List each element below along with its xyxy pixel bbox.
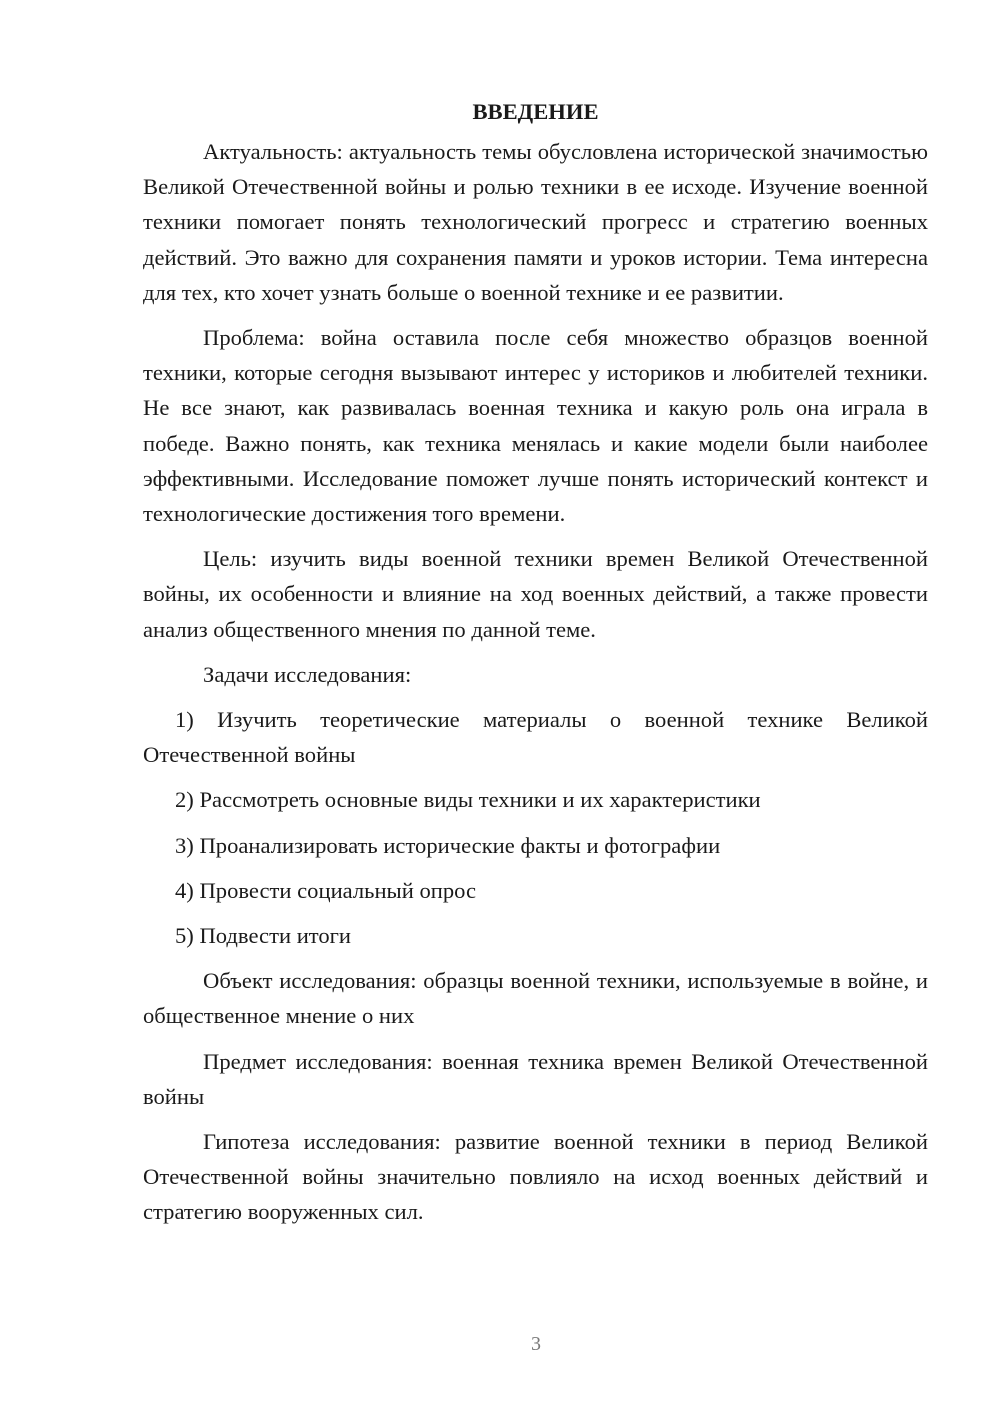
page-content <box>143 96 928 1240</box>
hypothesis-paragraph: Гипотеза исследования: развитие военной техники в период Великой Отечественной войны значительно повлияло на исход военных действий и стратегию вооруженных сил. <box>143 1129 928 1225</box>
page-title: ВВЕДЕНИЕ <box>472 99 599 124</box>
task-item: 1) Изучить теоретические материалы о военной технике Великой Отечественной войны <box>143 707 928 768</box>
tasks-title: Задачи исследования: <box>203 661 412 687</box>
page-number: 3 <box>531 1333 541 1355</box>
relevance-paragraph: Актуальность: актуальность темы обусловлена исторической значимостью Великой Отечественной войны и ролью техники в ее исходе. Изучение военной техники помогает понять технологический прогресс и стратегию военных действий. Это важно для сохранения памяти и уроков истории. Тема интересна для тех, кто хочет узнать больше о военной технике и ее развитии. <box>143 139 928 305</box>
goal-paragraph: Цель: изучить виды военной техники времен Великой Отечественной войны, их особенности и влияние на ход военных действий, а также провести анализ общественного мнения по данной теме. <box>143 546 928 642</box>
task-item: 2) Рассмотреть основные виды техники и их характеристики <box>175 787 761 813</box>
object-paragraph: Объект исследования: образцы военной техники, используемые в войне, и общественное мнение о них <box>143 968 928 1029</box>
problem-paragraph: Проблема: война оставила после себя множество образцов военной техники, которые сегодня вызывают интерес у историков и любителей техники. Не все знают, как развивалась военная техника и какую роль она играла в победе. Важно понять, как техника менялась и какие модели были наиболее эффективными. Исследование поможет лучше понять исторический контекст и технологические достижения того времени. <box>143 325 928 527</box>
task-item: 3) Проанализировать исторические факты и фотографии <box>175 832 721 858</box>
subject-paragraph: Предмет исследования: военная техника времен Великой Отечественной войны <box>143 1048 928 1109</box>
task-item: 5) Подвести итоги <box>175 923 352 949</box>
task-item: 4) Провести социальный опрос <box>175 877 477 903</box>
